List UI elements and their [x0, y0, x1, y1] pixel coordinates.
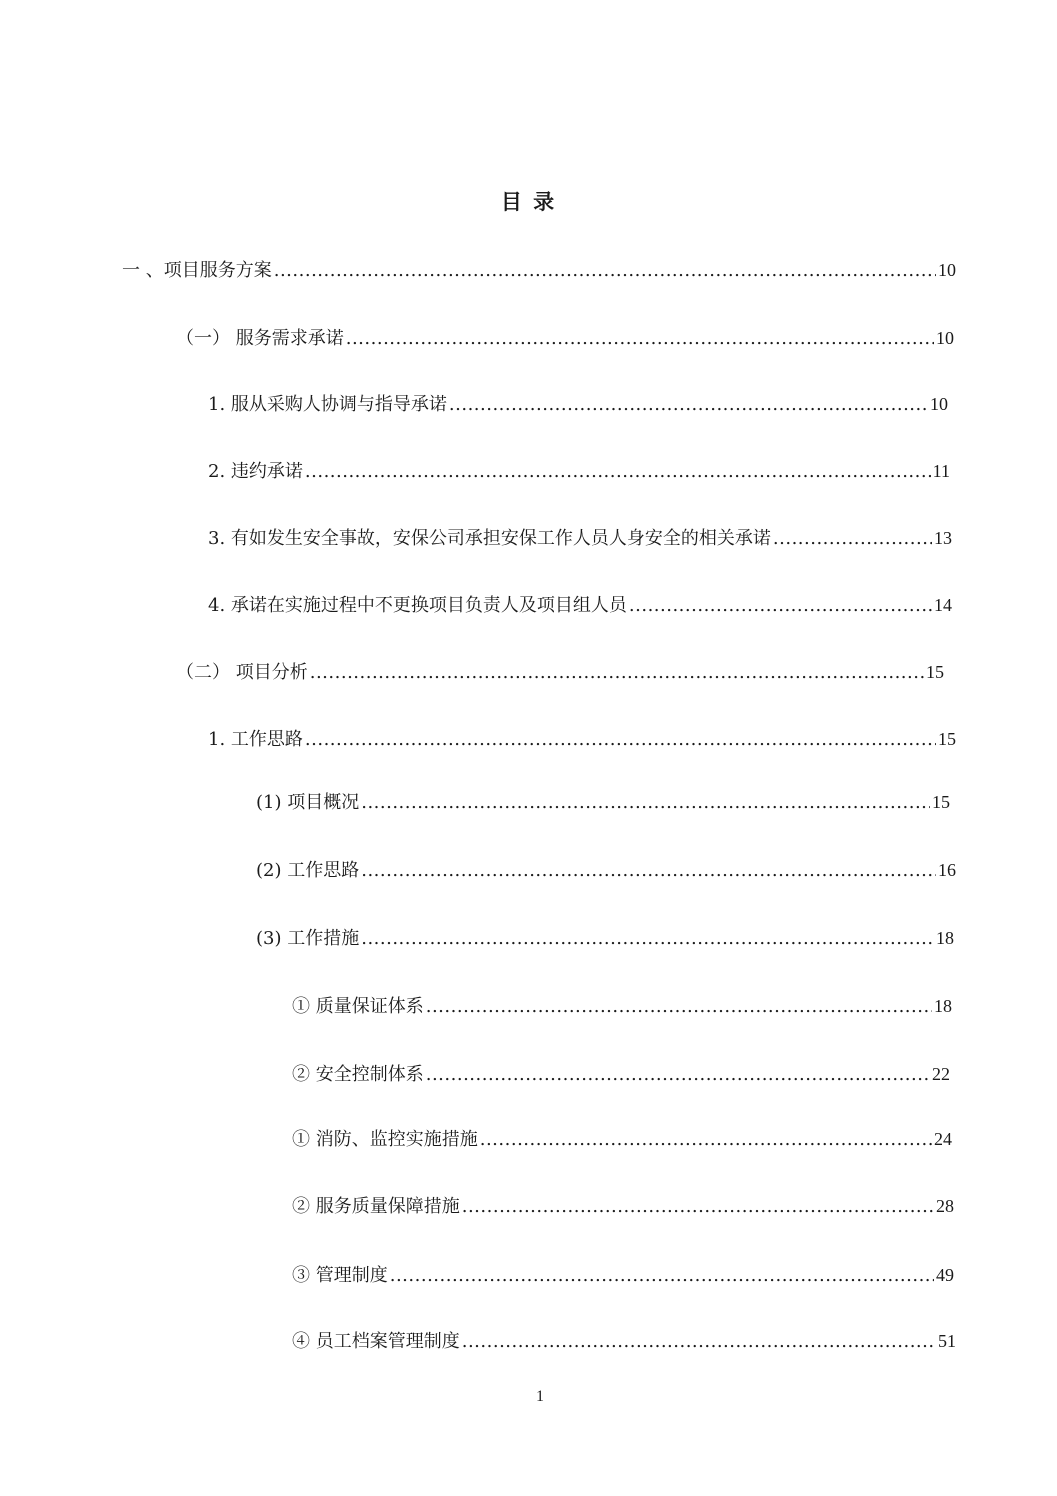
toc-entry-label: 1. 工作思路	[208, 729, 303, 750]
page-number: 1	[536, 1388, 544, 1405]
toc-entry[interactable]	[176, 660, 944, 685]
toc-entry-label: (3) 工作措施	[256, 928, 360, 949]
toc-entry-page: 15	[938, 729, 956, 749]
toc-dot-leader	[426, 1063, 930, 1087]
toc-entry-label: ③ 管理制度	[292, 1265, 388, 1286]
toc-entry-page: 13	[934, 528, 952, 548]
toc-entry-label: （二） 项目分析	[176, 662, 308, 683]
toc-entry-page: 10	[930, 394, 948, 414]
toc-entry-page: 15	[932, 792, 950, 812]
toc-entry[interactable]	[292, 1263, 954, 1288]
toc-entry-page: 14	[934, 595, 952, 615]
toc-dot-leader	[480, 1128, 932, 1152]
toc-entry[interactable]	[292, 1329, 956, 1354]
toc-entry-label: 3. 有如发生安全事故，安保公司承担安保工作人员人身安全的相关承诺	[208, 528, 771, 549]
toc-entry-label: ① 消防、监控实施措施	[292, 1129, 478, 1150]
toc-dot-leader	[361, 859, 936, 883]
toc-entry[interactable]	[208, 593, 952, 618]
toc-entry[interactable]	[292, 1062, 950, 1087]
toc-entry[interactable]	[208, 727, 956, 752]
toc-entry-page: 15	[926, 662, 944, 682]
toc-dot-leader	[346, 327, 934, 351]
toc-dot-leader	[462, 1330, 936, 1354]
toc-entry-label: (2) 工作思路	[256, 860, 360, 881]
toc-entry-label: (1) 项目概况	[256, 792, 360, 813]
toc-entry[interactable]	[208, 459, 950, 484]
toc-entry-page: 10	[938, 260, 956, 280]
toc-entry-page: 18	[934, 996, 952, 1016]
toc-entry[interactable]	[176, 326, 954, 351]
toc-entry[interactable]	[256, 926, 954, 951]
toc-entry-page: 16	[938, 860, 956, 880]
toc-entry[interactable]	[256, 790, 950, 815]
toc-entry[interactable]	[122, 258, 956, 283]
toc-dot-leader	[449, 393, 928, 417]
toc-dot-leader	[310, 661, 924, 685]
toc-entry-label: ④ 员工档案管理制度	[292, 1331, 460, 1352]
toc-dot-leader	[361, 791, 930, 815]
toc-entry-label: （一） 服务需求承诺	[176, 328, 344, 349]
toc-entry-page: 22	[932, 1064, 950, 1084]
toc-dot-leader	[773, 527, 932, 551]
toc-dot-leader	[305, 460, 931, 484]
toc-dot-leader	[426, 995, 932, 1019]
toc-dot-leader	[390, 1264, 934, 1288]
toc-entry-page: 24	[934, 1129, 952, 1149]
toc-entry-page: 11	[932, 461, 950, 481]
toc-entry[interactable]	[292, 994, 952, 1019]
toc-dot-leader	[274, 259, 936, 283]
toc-entry-label: 2. 违约承诺	[208, 461, 303, 482]
toc-entry-page: 51	[938, 1331, 956, 1351]
toc-title: 目 录	[500, 189, 557, 214]
toc-entry-label: 一 、项目服务方案	[122, 260, 272, 281]
toc-dot-leader	[629, 594, 932, 618]
toc-entry[interactable]	[292, 1127, 952, 1152]
toc-entry-label: ① 质量保证体系	[292, 996, 424, 1017]
toc-entry-page: 10	[936, 328, 954, 348]
toc-entry-label: 4. 承诺在实施过程中不更换项目负责人及项目组人员	[208, 595, 627, 616]
toc-dot-leader	[361, 927, 934, 951]
toc-entry-page: 18	[936, 928, 954, 948]
toc-entry-page: 49	[936, 1265, 954, 1285]
toc-entry[interactable]	[208, 526, 952, 551]
toc-entry-label: ② 安全控制体系	[292, 1064, 424, 1085]
toc-entry[interactable]	[208, 392, 948, 417]
toc-entry-page: 28	[936, 1196, 954, 1216]
toc-entry[interactable]	[256, 858, 956, 883]
toc-dot-leader	[462, 1195, 934, 1219]
toc-dot-leader	[305, 728, 936, 752]
toc-entry-label: ② 服务质量保障措施	[292, 1196, 460, 1217]
toc-entry[interactable]	[292, 1194, 954, 1219]
toc-entry-label: 1. 服从采购人协调与指导承诺	[208, 394, 447, 415]
